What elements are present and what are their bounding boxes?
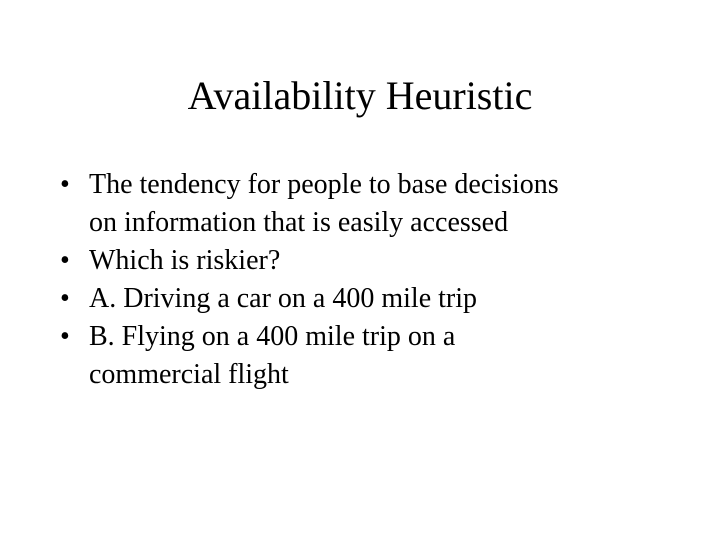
bullet-line: A. Driving a car on a 400 mile trip xyxy=(89,283,478,314)
bullet-icon: • xyxy=(60,245,70,276)
bullet-item-1 xyxy=(52,166,672,242)
bullet-item-3 xyxy=(52,280,672,318)
bullet-line: B. Flying on a 400 mile trip on a xyxy=(89,321,456,352)
bullet-line: Which is riskier? xyxy=(89,245,281,276)
bullet-item-2 xyxy=(52,242,672,280)
bullet-list xyxy=(52,166,672,394)
bullet-icon: • xyxy=(60,169,70,200)
bullet-line: The tendency for people to base decisions xyxy=(89,169,559,200)
bullet-icon: • xyxy=(60,283,70,314)
bullet-item-4 xyxy=(52,318,672,394)
slide-title: Availability Heuristic xyxy=(187,73,533,118)
bullet-icon: • xyxy=(60,321,70,352)
bullet-line: commercial flight xyxy=(89,359,289,390)
bullet-line: on information that is easily accessed xyxy=(89,207,509,238)
